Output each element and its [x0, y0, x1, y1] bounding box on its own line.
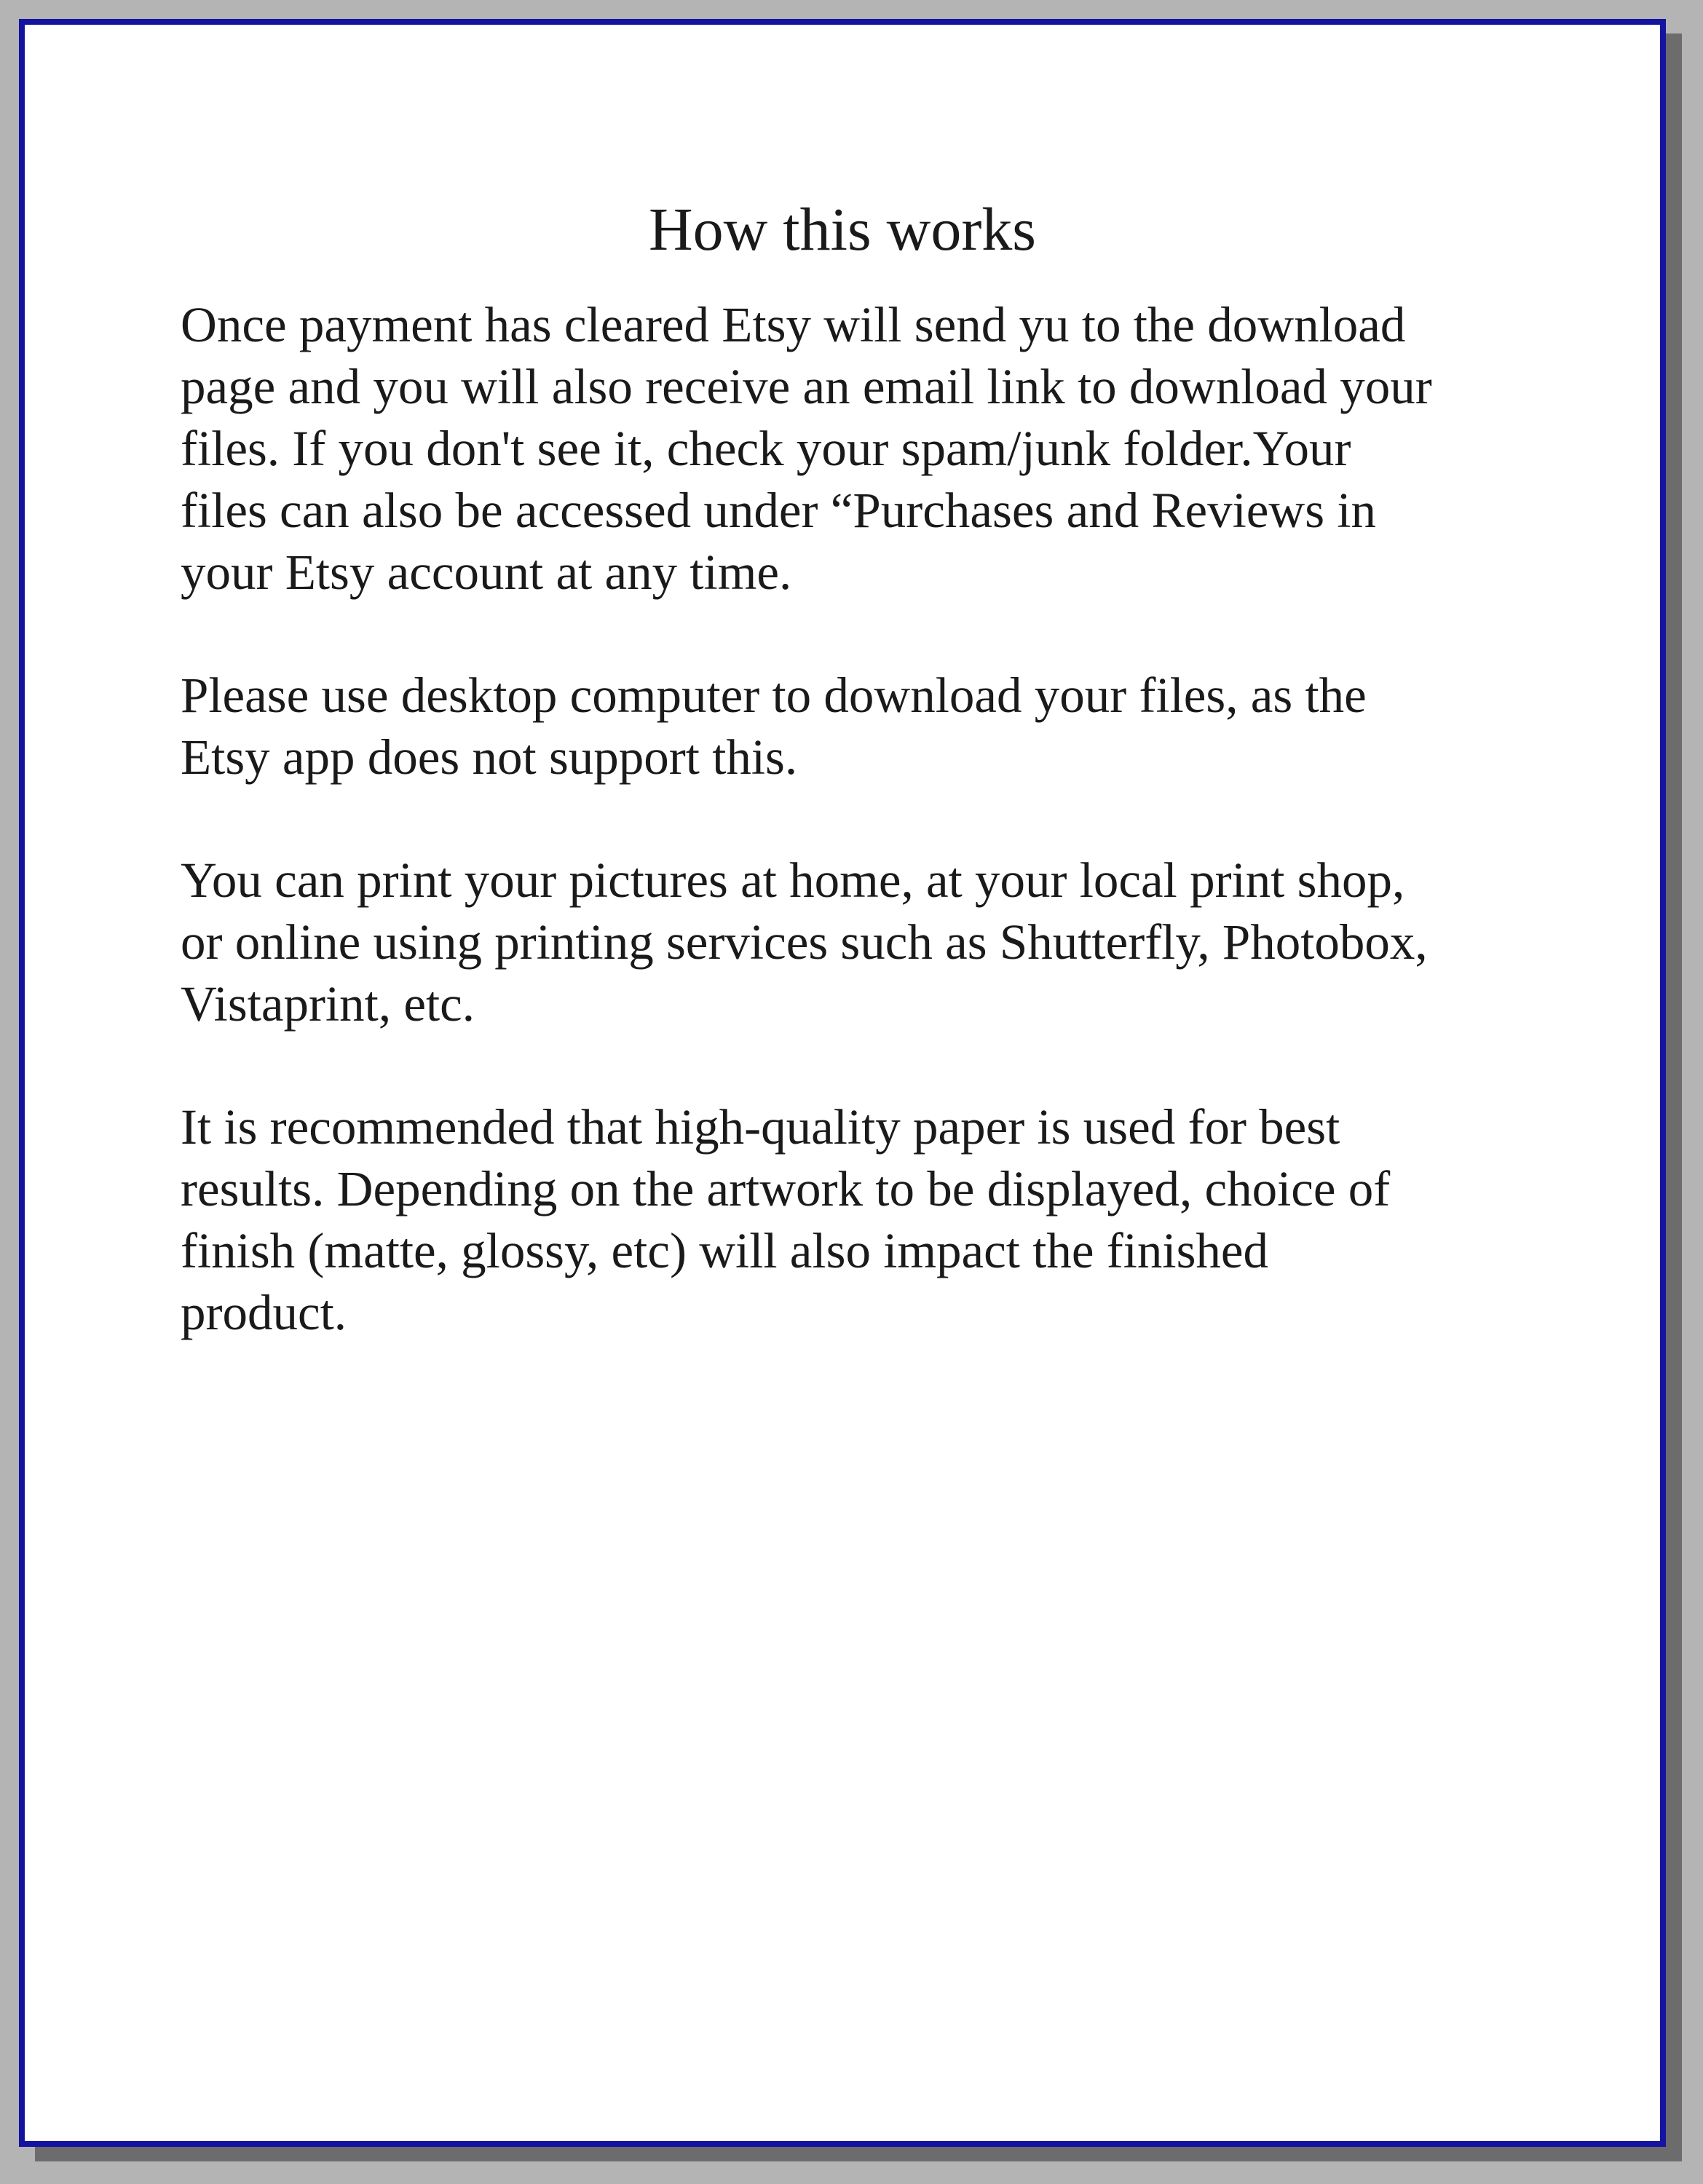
document-page	[19, 19, 1666, 2147]
document-body	[181, 294, 1564, 1405]
paragraph-download-instructions: Once payment has cleared Etsy will send yu to the download page and you will also receive an email link to download your files. If you don't see it, check your spam/junk folder.Your files can also be accessed under “Purchases and Reviews in your Etsy account at any time.	[181, 297, 1432, 600]
paragraph-printing-options: You can print your pictures at home, at your local print shop, or online using printing services such as Shutterfly, Photobox, Vistaprint, etc.	[181, 852, 1428, 1032]
paragraph-desktop-note: Please use desktop computer to download your files, as the Etsy app does not support this.	[181, 668, 1367, 785]
paragraph-paper-recommendation: It is recommended that high-quality paper is used for best results. Depending on the artwork to be displayed, choice of finish (matte, glossy, etc) will also impact the finished product.	[181, 1099, 1391, 1340]
page-title: How this works	[648, 196, 1036, 264]
